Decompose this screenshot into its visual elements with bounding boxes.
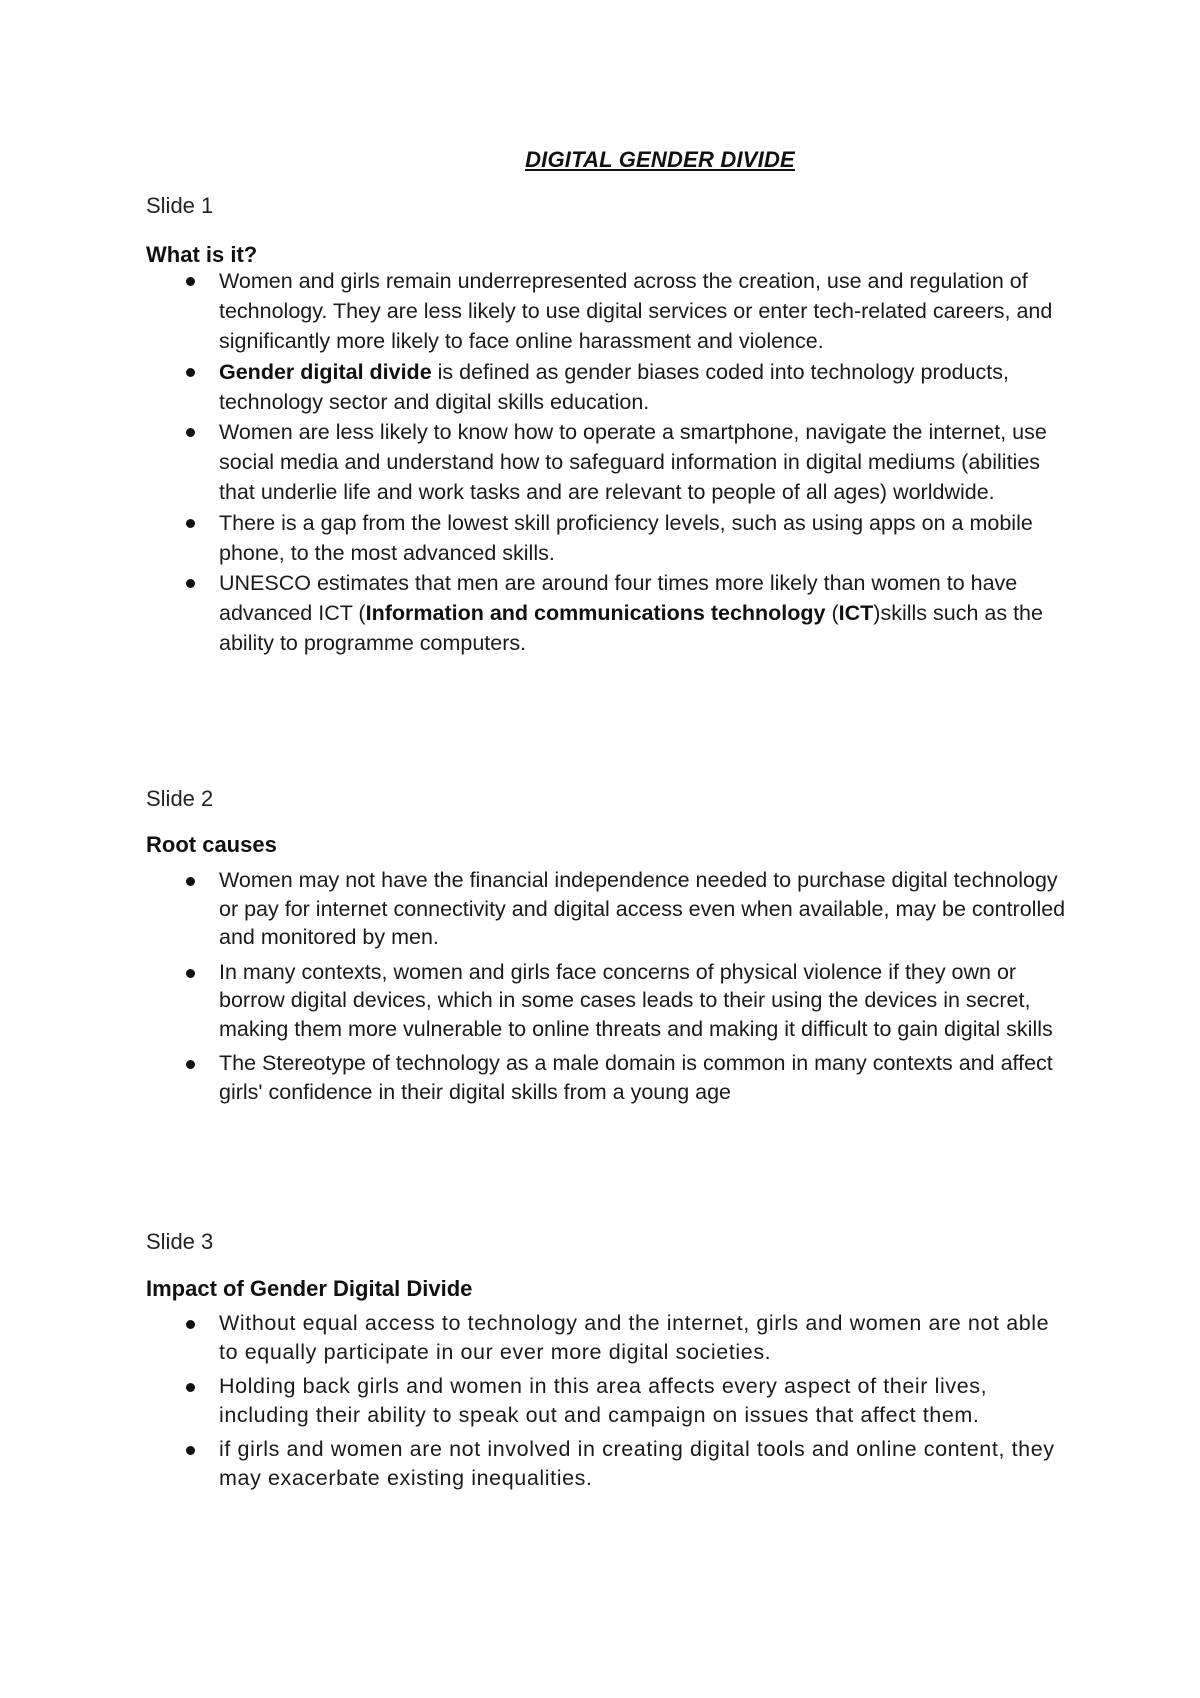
bullet-bold-term: Gender digital divide	[219, 359, 432, 384]
list-item	[146, 266, 1066, 357]
bullet-text: UNESCO estimates that men are around four times more likely than women to have advanced ICT (	[219, 571, 1018, 626]
list-item	[146, 866, 1066, 952]
bullet-text: (	[825, 601, 839, 626]
list-item	[146, 1309, 1066, 1366]
bullet-icon	[186, 877, 195, 886]
list-item	[146, 1372, 1066, 1429]
bullet-icon	[186, 969, 195, 978]
bullet-text: There is a gap from the lowest skill proficiency levels, such as using apps on a mobile phone, to the most advanced skills.	[219, 510, 1033, 565]
list-item	[146, 357, 1066, 417]
bullet-icon	[186, 1320, 195, 1329]
bullet-bold-term: ICT	[838, 601, 874, 626]
bullet-text: The Stereotype of technology as a male domain is common in many contexts and affect girls' confidence in their digital skills from a young age	[219, 1051, 1053, 1104]
bullet-text: Women may not have the financial independence needed to purchase digital technology or pay for internet connectivity and digital access even when available, may be controlled and monitored by men.	[219, 868, 1066, 949]
bullet-text: Holding back girls and women in this area affects every aspect of their lives, including their ability to speak out and campaign on issues that affect them.	[219, 1374, 988, 1427]
slide-2-bullet-list	[146, 866, 1066, 1112]
slide-1-bullet-list	[146, 266, 1066, 659]
bullet-icon	[186, 428, 195, 437]
bullet-icon	[186, 1446, 195, 1455]
bullet-text: Without equal access to technology and the internet, girls and women are not able to equally participate in our ever more digital societies.	[219, 1311, 1050, 1364]
bullet-text: Women are less likely to know how to operate a smartphone, navigate the internet, use social media and understand how to safeguard information in digital mediums (abilities that underlie life and work tasks and are relevant to people of all ages) worldwide.	[219, 420, 1047, 505]
list-item	[146, 1049, 1066, 1106]
bullet-text: if girls and women are not involved in creating digital tools and online content, they may exacerbate existing inequalities.	[219, 1437, 1055, 1490]
bullet-icon	[186, 277, 195, 286]
list-item	[146, 1435, 1066, 1492]
slide-3-heading: Impact of Gender Digital Divide	[146, 1276, 473, 1301]
slide-1-heading: What is it?	[146, 242, 258, 267]
bullet-text: is defined as gender biases coded into technology products, technology sector and digital skills education.	[219, 359, 1009, 414]
list-item	[146, 508, 1066, 568]
document-title: DIGITAL GENDER DIVIDE	[525, 147, 795, 172]
bullet-icon	[186, 1060, 195, 1069]
bullet-bold-term: Information and communications technology	[365, 601, 826, 626]
slide-3-bullet-list	[146, 1309, 1066, 1498]
bullet-icon	[186, 519, 195, 528]
slide-2-label: Slide 2	[146, 786, 214, 811]
slide-1-label: Slide 1	[146, 193, 214, 218]
bullet-icon	[186, 1383, 195, 1392]
bullet-icon	[186, 368, 195, 377]
list-item	[146, 417, 1066, 508]
slide-3-label: Slide 3	[146, 1229, 214, 1254]
bullet-text: )skills such as the ability to programme computers.	[219, 601, 1043, 656]
list-item	[146, 958, 1066, 1044]
slide-2-heading: Root causes	[146, 832, 277, 857]
list-item	[146, 568, 1066, 659]
bullet-text: Women and girls remain underrepresented across the creation, use and regulation of technology. They are less likely to use digital services or enter tech-related careers, and significantly more likely to face online harassment and violence.	[219, 269, 1053, 354]
bullet-icon	[186, 579, 195, 588]
bullet-text: In many contexts, women and girls face concerns of physical violence if they own or borrow digital devices, which in some cases leads to their using the devices in secret, making them more vulnerable to online threats and making it difficult to gain digital skills	[219, 959, 1053, 1041]
